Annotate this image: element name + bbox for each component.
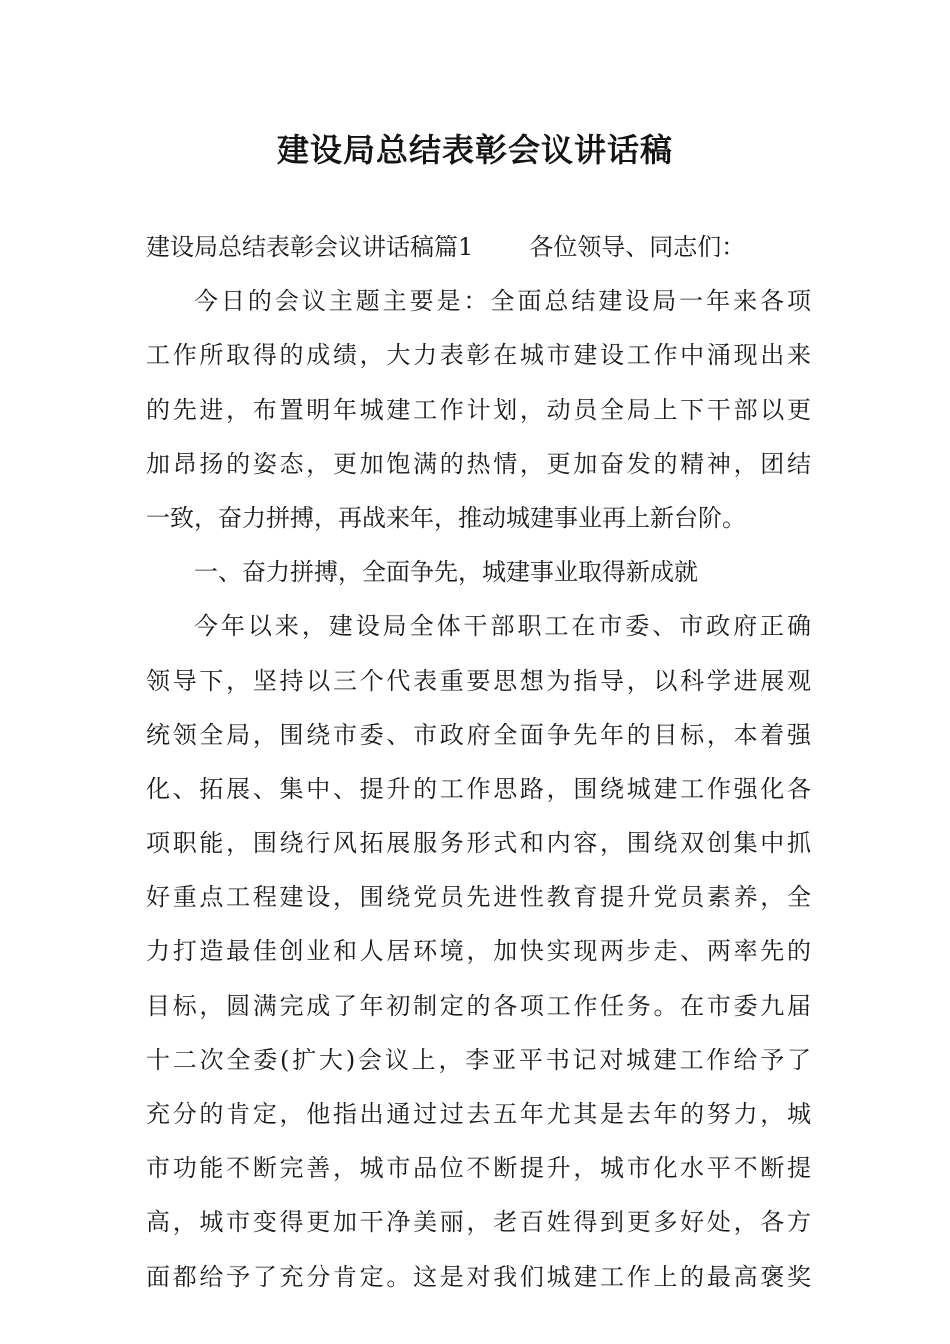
paragraph-line: 加昂扬的姿态，更加饱满的热情，更加奋发的精神，团结 bbox=[146, 449, 811, 478]
paragraph-line: 好重点工程建设，围绕党员先进性教育提升党员素养，全 bbox=[146, 883, 811, 912]
paragraph-line: 一致，奋力拼搏，再战来年，推动城建事业再上新台阶。 bbox=[146, 503, 746, 532]
paragraph-line: 项职能，围绕行风拓展服务形式和内容，围绕双创集中抓 bbox=[146, 829, 811, 858]
paragraph-line: 的先进，布置明年城建工作计划，动员全局上下干部以更 bbox=[146, 395, 811, 424]
paragraph-line: 市功能不断完善，城市品位不断提升，城市化水平不断提 bbox=[146, 1154, 811, 1183]
paragraph-line: 面都给予了充分肯定。这是对我们城建工作上的最高褒奖 bbox=[146, 1262, 811, 1291]
paragraph-line: 高，城市变得更加干净美丽，老百姓得到更多好处，各方 bbox=[146, 1208, 811, 1237]
section-label: 建设局总结表彰会议讲话稿篇1 bbox=[146, 233, 474, 261]
salutation: 各位领导、同志们： bbox=[529, 233, 746, 261]
document-body bbox=[146, 220, 811, 1304]
paragraph-line: 十二次全委(扩大)会议上，李亚平书记对城建工作给予了 bbox=[146, 1045, 811, 1074]
paragraph-line: 今日的会议主题主要是：全面总结建设局一年来各项 bbox=[194, 287, 811, 316]
paragraph-line: 今年以来，建设局全体干部职工在市委、市政府正确 bbox=[194, 612, 811, 641]
paragraph-line: 目标，圆满完成了年初制定的各项工作任务。在市委九届 bbox=[146, 991, 811, 1020]
paragraph-line: 统领全局，围绕市委、市政府全面争先年的目标，本着强 bbox=[146, 720, 811, 749]
section-heading: 一、奋力拼搏，全面争先，城建事业取得新成就 bbox=[194, 558, 698, 587]
paragraph-line: 领导下，坚持以三个代表重要思想为指导，以科学进展观 bbox=[146, 666, 811, 695]
paragraph-line: 力打造最佳创业和人居环境，加快实现两步走、两率先的 bbox=[146, 937, 811, 966]
heading-line bbox=[146, 220, 811, 274]
document-title: 建设局总结表彰会议讲话稿 bbox=[276, 131, 673, 169]
paragraph-line: 工作所取得的成绩，大力表彰在城市建设工作中涌现出来 bbox=[146, 341, 811, 370]
paragraph-line: 充分的肯定，他指出通过过去五年尤其是去年的努力，城 bbox=[146, 1100, 811, 1128]
paragraph-line: 化、拓展、集中、提升的工作思路，围绕城建工作强化各 bbox=[146, 774, 811, 803]
